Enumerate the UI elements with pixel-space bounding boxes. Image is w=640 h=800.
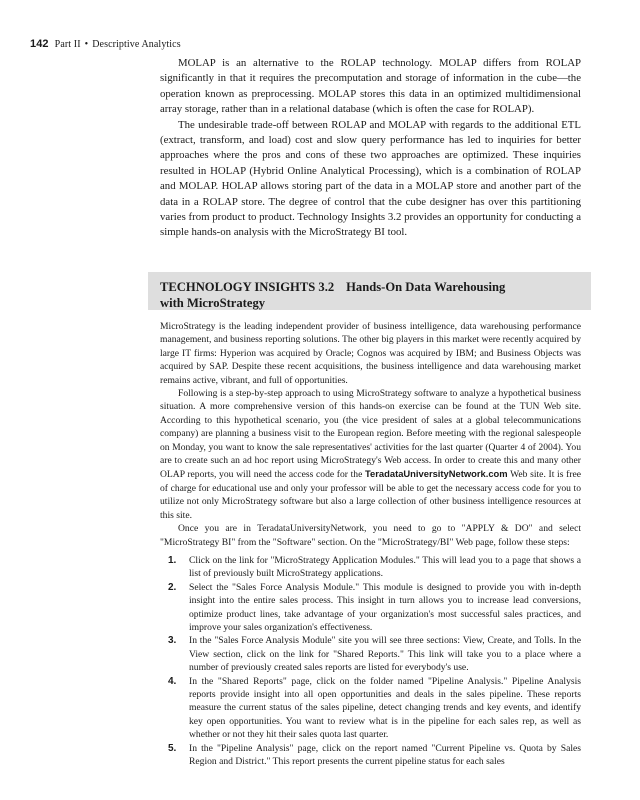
sidebar-paragraph-1: MicroStrategy is the leading independent provider of business intelligence, data warehousing performance management, and business reporting solutions. The other big players in this market were recently acquired by large IT firms: Hyperion was acquired by Oracle; Cognos was acquired by IBM; and Business Objects was acquired by SAP. Despite these recent acquisitions, the business intelligence and data warehousing market remains active, vibrant, and full of opportunities. [160,321,581,386]
sidebar-paragraph-2-text-end: Web site. It is free of charge for educational use and only your professor will be able to get the necessary access code for you to utilize not only MicroStrategy software but also a large collection of other business intelligence resources at this site. [160,469,581,521]
steps-list [160,554,581,769]
body-text [160,56,581,241]
step-text: Click on the link for "MicroStrategy Application Modules." This will lead you to a page that shows a list of previously built MicroStrategy applications. [189,554,581,580]
sidebar-paragraph-2-text: Following is a step-by-step approach to using MicroStrategy software to analyze a hypothetical business situation. A more comprehensive version of this hands-on exercise can be found at the TUN Web site. According to this hypothetical scenario, you (the vice president of sales at a global telecommunications company) are planning a business visit to the European region. Before meeting with the regional salespeople on Monday, you want to know the sale representatives' activities for the last quarter (Quarter 4 of 2004). You are to create such an ad hoc report using MicroStrategy's Web access. In order to create this and many other OLAP reports, you will need the access code for the [160,388,581,481]
list-item [160,581,581,635]
running-head [30,38,181,50]
step-text: In the "Sales Force Analysis Module" site you will see three sections: View, Create, and Tolls. In the View section, click on the link for "Shared Reports." This link will take you to a place where a number of previously created sales reports are listed for everybody's use. [189,635,581,674]
body-paragraph-1: MOLAP is an alternative to the ROLAP technology. MOLAP differs from ROLAP significantly in that it requires the precomputation and storage of information in the cube—the operation known as preprocessing. MOLAP stores this data in an optimized multidimensional array storage, rather than in a relational database (which is often the case for ROLAP). [160,57,581,116]
box-title-line2: with MicroStrategy [160,296,266,310]
body-paragraph-2: The undesirable trade-off between ROLAP and MOLAP with regards to the additional ETL (extract, transform, and load) cost and slow query performance has led to inquiries for better approaches where the pros and cons of these two approaches are optimized. These inquiries resulted in HOLAP (Hybrid Online Analytical Processing), which is a combination of ROLAP and MOLAP. HOLAP allows storing part of the data in a MOLAP store and another part of the data in a ROLAP store. The degree of control that the cube designer has over this partitioning varies from product to product. Technology Insights 3.2 provides an opportunity for conducting a simple hands-on analysis with the MicroStrategy BI tool. [160,118,581,239]
step-text: In the "Shared Reports" page, click on the folder named "Pipeline Analysis." Pipeline Analysis reports provide insight into all open opportunities and deals in the sales pipeline. These reports measure the current status of the sales pipeline, detect changing trends and key events, and identify key open opportunities. You want to review what is in the pipeline for each sales rep, as well as whether or not they hit their sales quota last quarter. [189,675,581,741]
step-number: 1. [168,554,177,566]
section-label: Descriptive Analytics [92,39,181,50]
bullet-separator: • [84,39,89,50]
box-label: TECHNOLOGY INSIGHTS 3.2 [160,280,335,294]
page-number: 142 [30,38,49,50]
part-label: Part II [54,39,81,50]
sidebar-paragraph-3: Once you are in TeradataUniversityNetwork, you need to go to "APPLY & DO" and select "MicroStrategy BI" from the "Software" section. On the "MicroStrategy/BI" Web page, follow these steps: [160,523,581,548]
step-number: 3. [168,635,177,647]
list-item [160,634,581,674]
step-text: In the "Pipeline Analysis" page, click on the report named "Current Pipeline vs. Quota by Sales Region and District." This report presents the current pipeline status for each sales [189,742,581,767]
list-item [160,554,581,581]
step-number: 5. [168,742,177,754]
step-text: Select the "Sales Force Analysis Module." This module is designed to provide you with in-depth insight into the entire sales process. This insight in turn allows you to increase lead conversions, optimize product lines, take advantage of your organization's most successful sales practices, and improve your sales organization's effectiveness. [189,581,581,633]
box-title [160,279,580,311]
teradata-link[interactable]: TeradataUniversityNetwork.com [365,468,508,480]
technology-insights-header [148,272,591,310]
list-item [160,675,581,742]
box-title-line1: Hands-On Data Warehousing [346,280,506,294]
step-number: 2. [168,581,177,593]
step-number: 4. [168,675,177,687]
sidebar-content [160,320,581,768]
list-item [160,742,581,769]
sidebar-paragraph-2 [160,387,581,522]
